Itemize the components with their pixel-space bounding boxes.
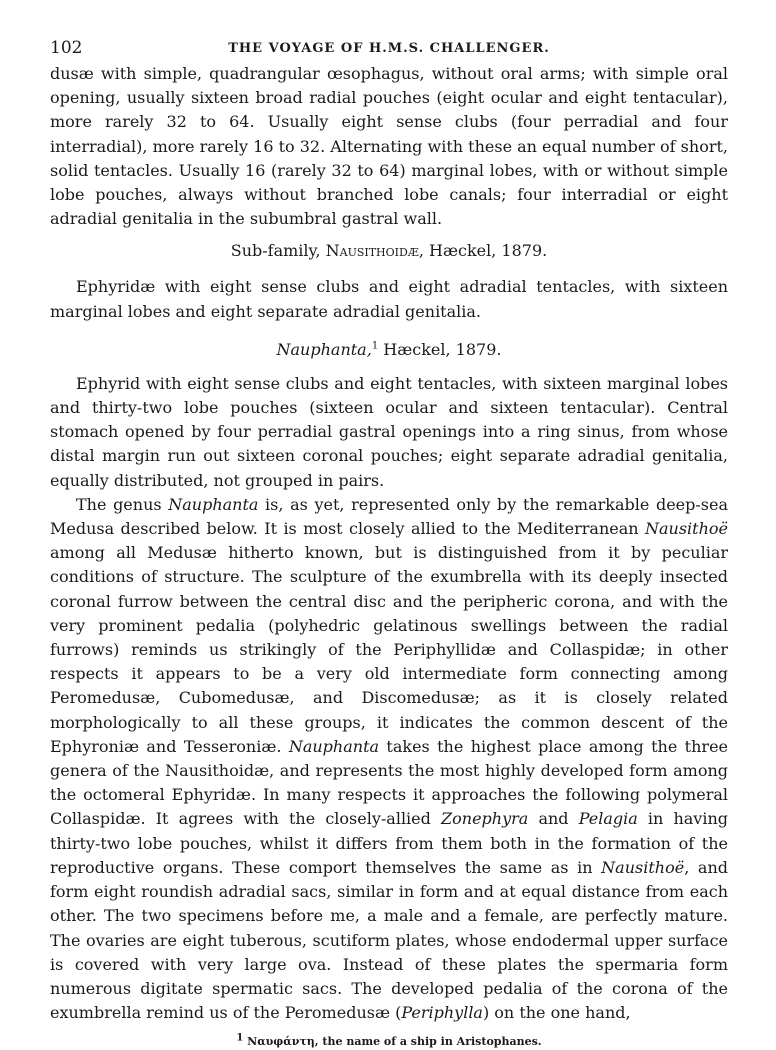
italic-run: Nauphanta [288,736,380,756]
subfamily-name: Nausithoidæ [325,241,419,261]
text-run: and [528,809,579,829]
footnote-text: , the name of a ship in Aristophanes. [314,1035,542,1049]
text-run: takes the highest place among the three genera of the Nausithoidæ, and represents the most highly developed form among the octomeral Ephyridæ. In many respects it approaches the following polymeral Collaspidæ. It agrees with the closely-allied [50,736,729,829]
text-run: in having thirty-two lobe pouches, whilst it differs from them both in the formation of the reproductive organs. These comport themselves the same as in [50,809,729,877]
footnote [50,1032,728,1049]
text-run: ) on the one hand, [482,1003,631,1023]
page-header [50,38,728,62]
subfamily-prefix: Sub-family, [230,241,326,261]
page-number: 102 [50,38,83,58]
text-run: is, as yet, represented only by the remarkable deep-sea Medusa described below. It is most closely allied to the Mediterranean [50,494,728,539]
paragraph-family-diagnosis: dusæ with simple, quadrangular œsophagus, without oral arms; with simple oral opening, usually sixteen broad radial pouches (eight ocular and eight tentacular), more rarely 32 to 64. Usually eight sense clubs (four perradial and four interradial), more rarely 16 to 32. Alternating with these an equal number of short, solid tentacles. Usually 16 (rarely 32 to 64) marginal lobes, with or without simple lobe pouches, always without branched lobe canals; four interradial or eight adradial genitalia in the subumbral gastral wall. [50,64,728,229]
italic-run: Periphylla [401,1003,483,1023]
paragraph-genus-diagnosis: Ephyrid with eight sense clubs and eight tentacles, with sixteen marginal lobes and thirty-two lobe pouches (sixteen ocular and sixteen tentacular). Central stomach opened by four perradial gastral openings into a ring sinus, from whose distal margin run out sixteen coronal pouches; eight separate adradial genitalia, equally distributed, not grouped in pairs. [50,373,728,490]
subfamily-heading [50,239,728,263]
italic-run: Nausithoë [644,519,728,539]
italic-run: Nausithoë [601,857,685,877]
italic-run: Pelagia [578,809,638,829]
paragraph-subfamily-diagnosis: Ephyridæ with eight sense clubs and eight adradial tentacles, with sixteen marginal lobes and eight separate adradial genitalia. [50,277,728,321]
footnote-greek: Ναυφάντη [247,1035,315,1049]
paragraph-genus-discussion [50,493,728,1025]
italic-run: Nauphanta [168,494,259,514]
text-run: among all Medusæ hitherto known, but is distinguished from it by peculiar conditions of structure. The sculpture of the exumbrella with its deeply insected coronal furrow between the central disc and the peripheric corona, and with the very prominent pedalia (polyhedric gelatinous swellings between the radial furrows) reminds us strikingly of the Periphyllidæ and Collaspidæ; in other respects it appears to be a very old intermediate form connecting among Peromedusæ, Cubomedusæ, and Discomedusæ; as it is closely related morphologically to all these groups, it indicates the common descent of the Ephyroniæ and Tesseroniæ. [50,543,728,756]
footnote-ref: 1 [371,340,379,352]
genus-suffix: Hæckel, 1879. [378,339,502,359]
text-run: The genus [76,494,169,514]
text-run: , and form eight roundish adradial sacs, similar in form and at equal distance from each other. The two specimens before me, a male and a female, are perfectly mature. The ovaries are eight tuberous, scutiform plates, whose endodermal upper surface is covered with very large ova. Instead of these plates the spermaria form numerous digitate spermatic sacs. The developed pedalia of the corona of the exumbrella remind us of the Peromedusæ ( [50,857,729,1023]
footnote-mark: 1 [236,1032,244,1044]
subfamily-suffix: , Hæckel, 1879. [418,241,548,261]
page [50,38,728,1048]
genus-heading [50,338,728,362]
running-title: THE VOYAGE OF H.M.S. CHALLENGER. [228,41,550,56]
genus-name: Nauphanta, [276,339,372,359]
italic-run: Zonephyra [441,809,529,829]
